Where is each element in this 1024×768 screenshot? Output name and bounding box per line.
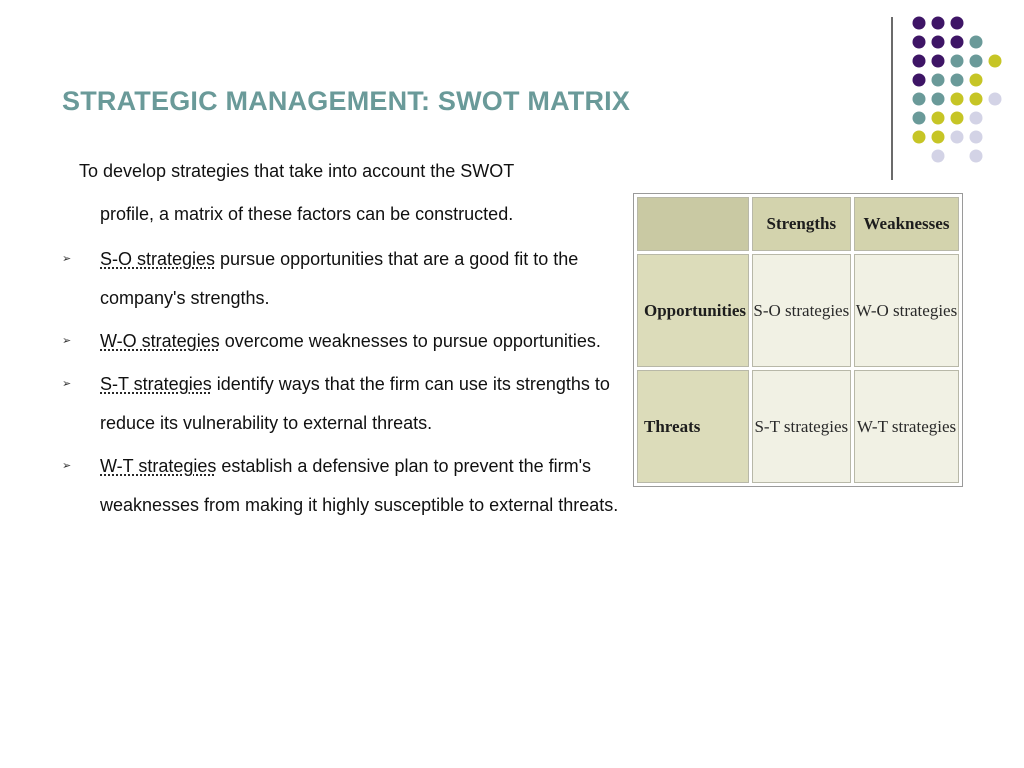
decorative-dot: [989, 55, 1002, 68]
decorative-dot: [970, 55, 983, 68]
matrix-corner-cell: [637, 197, 749, 251]
slide-body: [62, 150, 622, 525]
decorative-dot: [970, 36, 983, 49]
strategy-bullet-list: [62, 240, 622, 525]
decorative-dot: [970, 131, 983, 144]
decorative-dot: [932, 17, 945, 30]
arrow-bullet-icon: ➢: [62, 460, 72, 472]
matrix-cell-st: S-T strategies: [752, 370, 851, 483]
bullet-term: W-T strategies: [100, 456, 217, 476]
decorative-dot: [932, 112, 945, 125]
bullet-wo: [62, 322, 622, 361]
matrix-row-header-threats: Threats: [637, 370, 749, 483]
decorative-dot: [989, 93, 1002, 106]
bullet-text: overcome weaknesses to pursue opportunities.: [219, 331, 601, 351]
decorative-dot: [951, 93, 964, 106]
matrix-col-header-strengths: Strengths: [752, 197, 851, 251]
decorative-dot: [932, 74, 945, 87]
decorative-dot: [932, 131, 945, 144]
arrow-bullet-icon: ➢: [62, 335, 72, 347]
bullet-st: [62, 365, 622, 443]
intro-paragraph: [62, 150, 622, 236]
decorative-dot: [951, 112, 964, 125]
decorative-dot: [970, 74, 983, 87]
decorative-dot: [951, 55, 964, 68]
bullet-term: W-O strategies: [100, 331, 220, 351]
matrix-cell-wt: W-T strategies: [854, 370, 959, 483]
matrix-col-header-weaknesses: Weaknesses: [854, 197, 959, 251]
decorative-dot: [970, 93, 983, 106]
arrow-bullet-icon: ➢: [62, 378, 72, 390]
bullet-text: identify ways that the firm can use its strengths to reduce its vulnerability to external threats.: [100, 374, 610, 433]
arrow-bullet-icon: ➢: [62, 253, 72, 265]
decorative-dot: [951, 36, 964, 49]
bullet-wt: [62, 447, 622, 525]
decorative-dot: [951, 17, 964, 30]
decorative-dot: [913, 93, 926, 106]
decorative-dot: [951, 74, 964, 87]
intro-line-2: profile, a matrix of these factors can be constructed.: [100, 204, 514, 224]
bullet-text: pursue opportunities that are a good fit to the company's strengths.: [100, 249, 579, 308]
bullet-so: [62, 240, 622, 318]
decorative-dot: [913, 17, 926, 30]
bullet-text: establish a defensive plan to prevent the firm's weaknesses from making it highly susceptible to external threats.: [100, 456, 619, 515]
decorative-dot: [970, 150, 983, 163]
decorative-dot: [932, 93, 945, 106]
decorative-dot: [932, 150, 945, 163]
matrix-row-header-opportunities: Opportunities: [637, 254, 749, 367]
bullet-term: S-T strategies: [100, 374, 212, 394]
decorative-dot: [913, 36, 926, 49]
decorative-dot: [913, 55, 926, 68]
decorative-dot: [913, 112, 926, 125]
matrix-cell-so: S-O strategies: [752, 254, 851, 367]
swot-matrix-table: [633, 193, 963, 487]
decorative-dot: [951, 131, 964, 144]
vertical-divider: [891, 17, 893, 180]
decorative-dot: [970, 112, 983, 125]
slide-title: STRATEGIC MANAGEMENT: SWOT MATRIX: [62, 86, 631, 116]
decorative-dot: [932, 55, 945, 68]
decorative-dot: [913, 74, 926, 87]
decorative-dot: [932, 36, 945, 49]
intro-line-1: To develop strategies that take into account the SWOT: [79, 161, 515, 181]
decorative-dot: [913, 131, 926, 144]
matrix-cell-wo: W-O strategies: [854, 254, 959, 367]
bullet-term: S-O strategies: [100, 249, 216, 269]
